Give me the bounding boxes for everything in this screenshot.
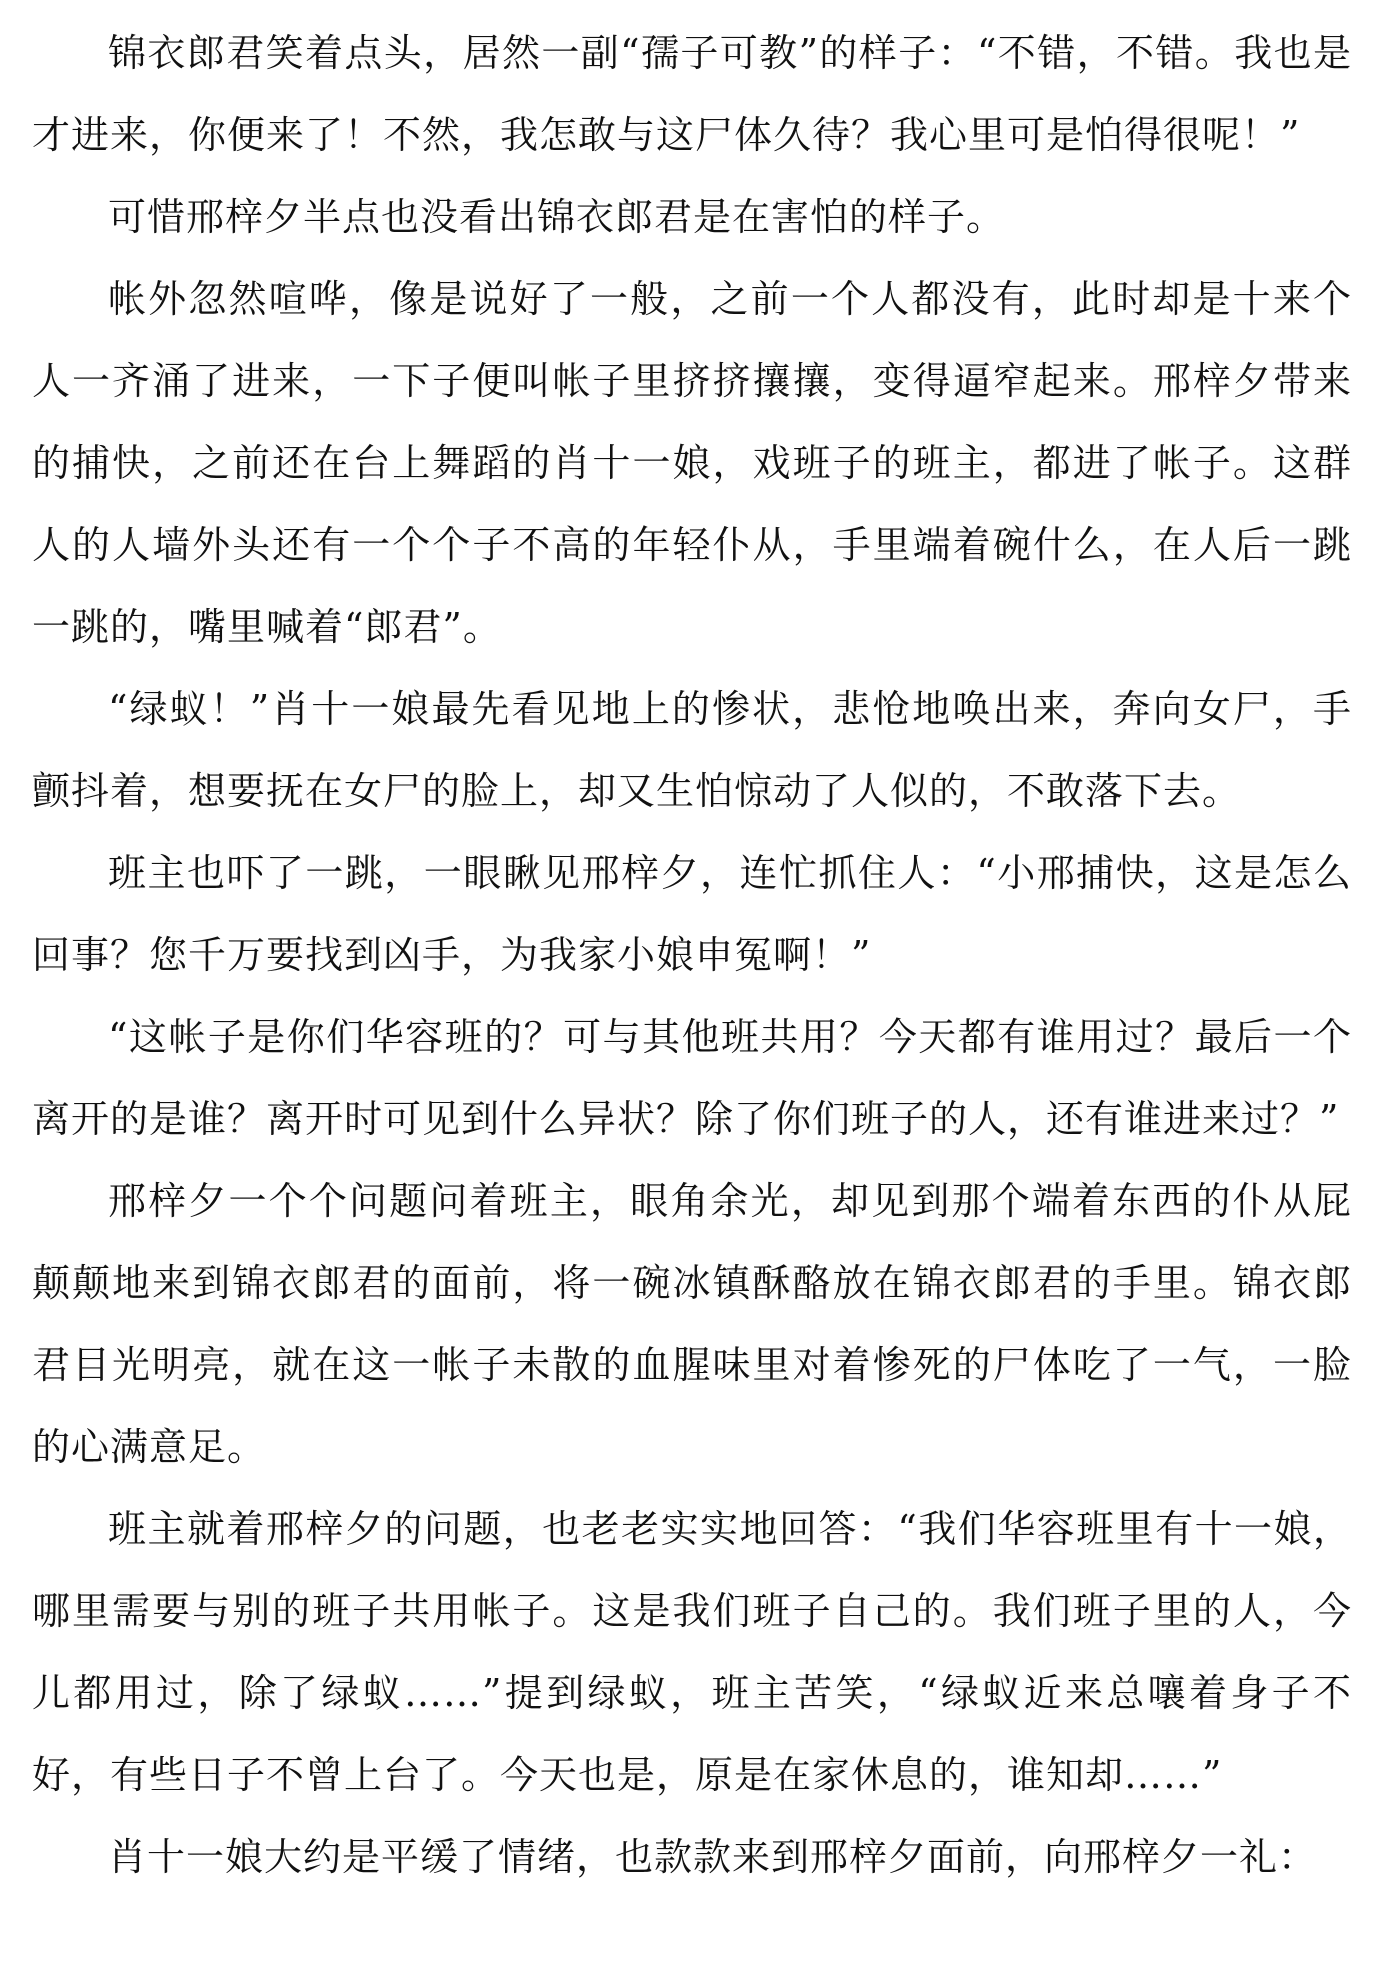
- body-text: [32, 12, 1352, 1898]
- paragraph: 帐外忽然喧哗，像是说好了一般，之前一个人都没有，此时却是十来个人一齐涌了进来，一下子便叫帐子里挤挤攘攘，变得逼窄起来。邢梓夕带来的捕快，之前还在台上舞蹈的肖十一娘，戏班子的班主，都进了帐子。这群人的人墙外头还有一个个子不高的年轻仆从，手里端着碗什么，在人后一跳一跳的，嘴里喊着“郎君”。: [32, 277, 1352, 649]
- paragraph: 班主就着邢梓夕的问题，也老老实实地回答：“我们华容班里有十一娘，哪里需要与别的班子共用帐子。这是我们班子自己的。我们班子里的人，今儿都用过，除了绿蚁……”提到绿蚁，班主苦笑，“绿蚁近来总嚷着身子不好，有些日子不曾上台了。今天也是，原是在家休息的，谁知却……”: [32, 1507, 1352, 1797]
- paragraph: 邢梓夕一个个问题问着班主，眼角余光，却见到那个端着东西的仆从屁颠颠地来到锦衣郎君的面前，将一碗冰镇酥酪放在锦衣郎君的手里。锦衣郎君目光明亮，就在这一帐子未散的血腥味里对着惨死的尸体吃了一气，一脸的心满意足。: [32, 1179, 1352, 1469]
- paragraph: 班主也吓了一跳，一眼瞅见邢梓夕，连忙抓住人：“小邢捕快，这是怎么回事？您千万要找到凶手，为我家小娘申冤啊！”: [32, 851, 1352, 977]
- paragraph: 锦衣郎君笑着点头，居然一副“孺子可教”的样子：“不错，不错。我也是才进来，你便来了！不然，我怎敢与这尸体久待？我心里可是怕得很呢！”: [32, 31, 1352, 157]
- paragraph: “这帐子是你们华容班的？可与其他班共用？今天都有谁用过？最后一个离开的是谁？离开时可见到什么异状？除了你们班子的人，还有谁进来过？”: [32, 1015, 1352, 1141]
- paragraph: 可惜邢梓夕半点也没看出锦衣郎君是在害怕的样子。: [108, 195, 1006, 239]
- paragraph: 肖十一娘大约是平缓了情绪，也款款来到邢梓夕面前，向邢梓夕一礼：: [108, 1835, 1318, 1879]
- paragraph: “绿蚁！”肖十一娘最先看见地上的惨状，悲怆地唤出来，奔向女尸，手颤抖着，想要抚在女尸的脸上，却又生怕惊动了人似的，不敢落下去。: [32, 687, 1352, 813]
